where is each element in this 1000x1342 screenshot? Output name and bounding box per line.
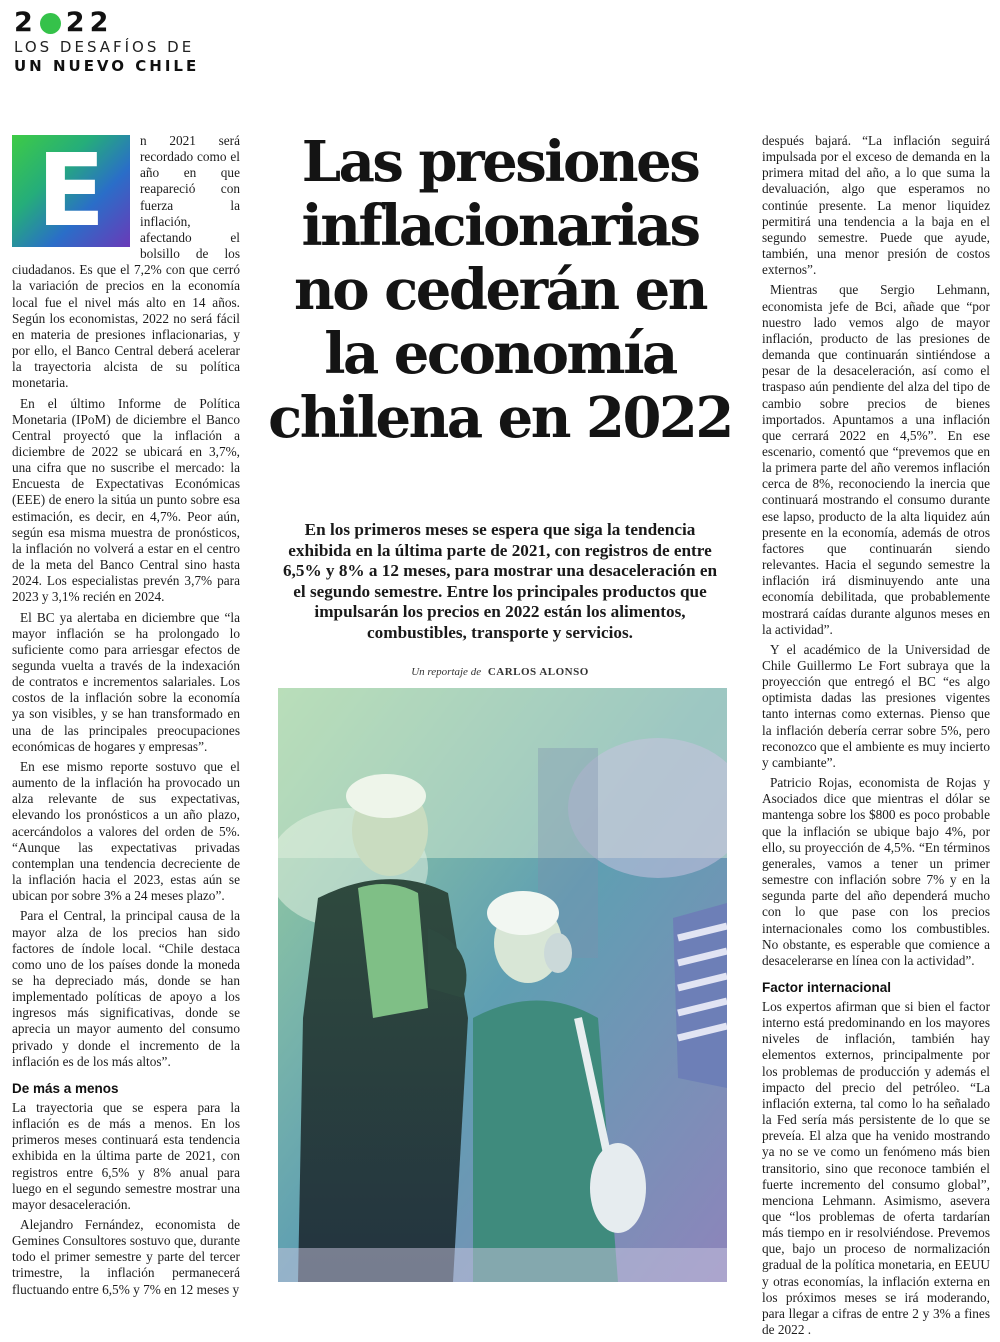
article-lead: En los primeros meses se espera que siga la tendencia exhibida en la última parte de 2021, con registros de entre 6,5% y 8% a 12 meses, para mostrar una desaceleración en el segundo semestre. Entre los principales productos que impulsarán los precios en 2022 están los alimentos, combustibles, transporte y servicios. xyxy=(282,520,718,642)
paragraph: El BC ya alertaba en diciembre que “la mayor inflación se ha prolongado lo suficiente como para arriesgar efectos de segunda vuelta a través de la indexación de contratos e incrementos salariales. Los costos de la inflación sobre la economía ya son visibles, y se han transformado en una de las principales preocupaciones económicas de hogares y empresas”. xyxy=(12,609,240,754)
byline xyxy=(262,666,738,678)
subhead-de-mas-a-menos: De más a menos xyxy=(12,1080,119,1096)
section-masthead xyxy=(14,8,199,76)
masthead-year-pre: 2 xyxy=(14,7,38,38)
subhead-factor-internacional: Factor internacional xyxy=(762,979,892,995)
paragraph: n 2021 será recordado como el año en que reapareció con fuerza la inflación, afectando el bolsillo de los ciudadanos. Es que el 7,2% con que cerró la variación de precios en la economía local fue el nivel más alto en 14 años. Según los economistas, 2022 no será fácil en materia de presiones inflacionarias, y por ello, el Banco Central deberá acelerar la trayectoria alcista de su política monetaria. xyxy=(12,133,240,391)
paragraph: En ese mismo reporte sostuvo que el aumento de la inflación ha provocado un alza relevante de sus expectativas, elevando los pronósticos a un año plazo, acercándolos a valores del orden de 5%. “Aunque las expectativas privadas contemplan una tendencia decreciente de la inflación hacia el 2023, estas aún se ubican por sobre 3% a 24 meses plazo”. xyxy=(12,758,240,904)
byline-author: CARLOS ALONSO xyxy=(487,666,589,678)
paragraph: Para el Central, la principal causa de la mayor alza de los precios han sido factores de índole local. “Chile destaca como uno de los países donde la moneda se ha depreciado más, donde se han implementado políticas de apoyo a los ingresos más significativas, donde se aprecia un mayor aumento del consumo privado y donde el incremento de la inflación es de los más altos”. xyxy=(12,908,240,1069)
masthead-line-2: UN NUEVO CHILE xyxy=(14,57,200,75)
masthead-dot-icon xyxy=(40,13,61,34)
paragraph: Y el académico de la Universidad de Chile Guillermo Le Fort subraya que la proyección que entregó el BC “es algo optimista dadas las presiones vigentes tanto internas como externas. Pienso que la inflación debería cerrar sobre 5%, pero reconozco que el ambiente es muy incierto y cambiante”. xyxy=(762,641,990,770)
masthead-year-post: 22 xyxy=(65,7,114,38)
paragraph: En el último Informe de Política Monetaria (IPoM) de diciembre el Banco Central proyectó que la inflación a diciembre de 2022 se ubicará en 3,7%, una cifra que no suscribe el mercado: la Encuesta de Expectativas Económicas (EEE) de enero la sitúa un punto sobre esa estimación, es decir, en 4,7%. Peor aún, según esa misma muestra de pronósticos, la inflación no volverá a estar en el centro de la meta del Banco Central sino hasta 2024. Los especialistas prevén 3,7% para 2023 y 3,1% recién en 2024. xyxy=(12,395,240,605)
article-headline: Las presiones inflacionarias no cederán en la economía chilena en 2022 xyxy=(268,129,732,451)
paragraph: Los expertos afirman que si bien el factor interno está predominando en los mayores niveles de inflación, también hay elementos externos, principalmente por los problemas de producción y además el impacto del precio del petróleo. “La inflación externa, tal como lo ha señalado la Fed sería más persistente de lo que se preveía. El alza que ha venido mostrando ya no se ve como un fenómeno más bien transitorio, sino que reconoce también el fuerte incremento del consumo global”, menciona Lehmann. Asimismo, asevera que “los problemas de oferta tardarían más tiempo en ir resolviéndose. Prevemos que, bajo un proceso de normalización gradual de la política monetaria, en EEUU y otras economías, la inflación externa en los próximos meses se irá moderando, para llegar a cifras de entre 2 y 3% a fines de 2022 . xyxy=(762,998,990,1338)
paragraph: después bajará. “La inflación seguirá impulsada por el exceso de demanda en la primera mitad del año, a lo que suma la devaluación, algo que esperamos no continúe presente. La menor liquidez permitirá una tendencia a la baja en el segundo semestre. Puede que ayude, también, una menor presión de costos externos”. xyxy=(762,133,990,278)
article-column-left xyxy=(12,133,240,1302)
masthead-year xyxy=(14,8,199,38)
masthead-line-1: LOS DESAFÍOS DE xyxy=(14,38,195,56)
article-column-right xyxy=(762,133,990,1342)
paragraph: Mientras que Sergio Lehmann, economista jefe de Bci, añade que “por nuestro lado vemos algo de mayor inflación, producto de las presiones de demanda que continuarán sintiéndose a pesar de la desaceleración, así como el traspaso aún pendiente del alza del tipo de cambio sobre precios de bienes importados. Apuntamos a una inflación que cerrará 2022 en 4,5%”. En ese escenario, comentó que “prevemos que en la primera parte del año veremos inflación cerca de 8%, reconociendo la inercia que continuará mostrando el consumo durante ese lapso, producto de la alta liquidez aún presente en la economía, además de otros factores que continuarán siendo relevantes. Hacia el segundo semestre la inflación irá disminuyendo ante una economía debilitada, que probablemente mostrará caídas durante algunos meses en la actividad”. xyxy=(762,282,990,637)
article-photo xyxy=(278,688,727,1282)
paragraph: La trayectoria que se espera para la inflación es de más a menos. En los primeros meses continuará esta tendencia exhibida en la última parte de 2021, con registros entre 6,5% y 8% anual para luego en el segundo semestre mostrar una mayor desaceleración. xyxy=(12,1099,240,1212)
dropcap-box xyxy=(12,132,130,249)
dropcap-letter: E xyxy=(36,132,106,249)
byline-prefix: Un reportaje de xyxy=(411,666,482,678)
paragraph: Alejandro Fernández, economista de Gemines Consultores sostuvo que, durante todo el primer semestre y parte del tercer trimestre, la inflación permanecerá fluctuando entre 6,5% y 7% en 12 meses y xyxy=(12,1217,240,1297)
photo-illustration xyxy=(278,688,727,1282)
paragraph: Patricio Rojas, economista de Rojas y Asociados dice que mientras el dólar se mantenga sobre los $800 es poco probable que la inflación se ubique bajo 4%, por ello, su proyección de 4,5%. “En términos generales, vamos a tener un primer semestre con inflación sobre 7% y en la segunda parte del año dependerá mucho con lo que pase con los precios internacionales como los combustibles. No obstante, es esperable que comience a desacelerarse en línea con la actividad”. xyxy=(762,775,990,968)
